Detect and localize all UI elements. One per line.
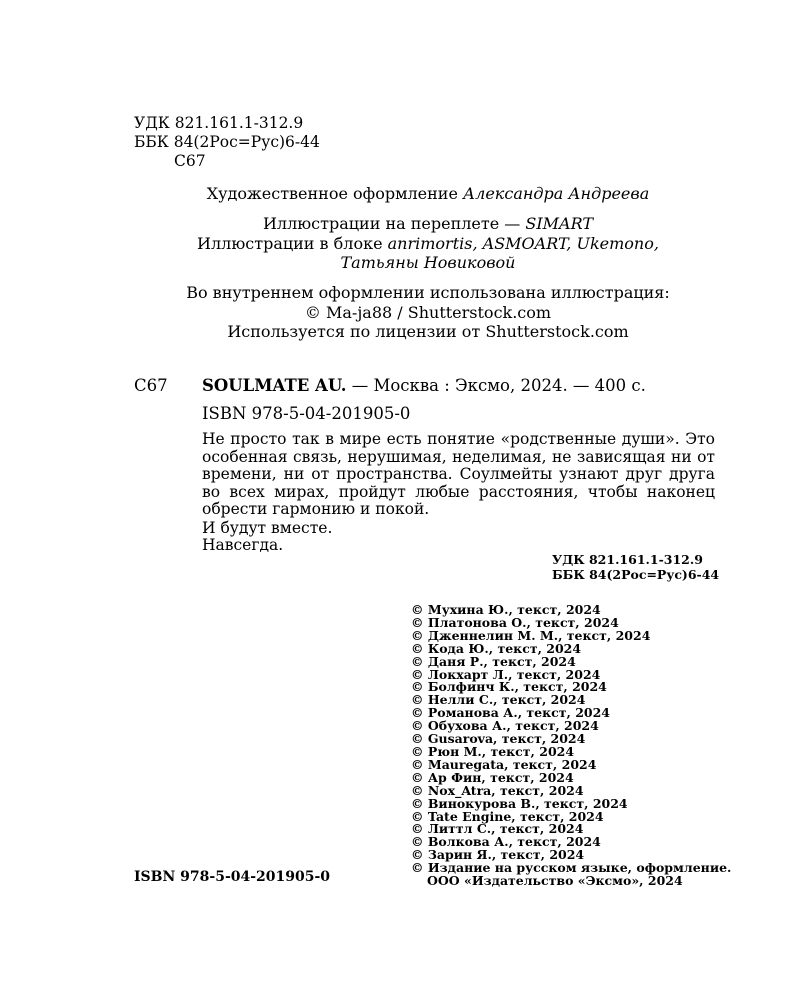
copyright-line: © Gusarova, текст, 2024 (411, 731, 586, 747)
copyright-line: © Волкова А., текст, 2024 (411, 834, 601, 850)
copyright-line: © Кода Ю., текст, 2024 (411, 640, 582, 656)
annotation-line-3: Навсегда. (202, 536, 284, 554)
copyright-line: © Дженнелин М. М., текст, 2024 (411, 627, 651, 643)
annotation (202, 431, 715, 555)
design-credit (130, 184, 726, 204)
copyright-line: © Локхарт Л., текст, 2024 (411, 666, 601, 682)
copyright-line: © Mauregata, текст, 2024 (411, 756, 597, 772)
copyright-line: © Обухова А., текст, 2024 (411, 718, 599, 734)
design-name: Александра Андреева (463, 184, 650, 203)
copyright-line: © Рюн М., текст, 2024 (411, 743, 575, 759)
biblio-author-code: С67 (134, 376, 168, 395)
annotation-paragraph: Не просто так в мире есть понятие «родственные души». Это особенная связь, нерушимая, неделимая, не зависящая ни от времени, ни от пространства. Соулмейты узнают друг друга во всех мирах, пройдут любые расстояния, чтобы наконец обрести гармонию и покой. (202, 430, 715, 518)
bbk-code: ББК 84(2Рос=Рус)6-44 (134, 133, 320, 151)
design-label: Художественное оформление (206, 184, 458, 203)
copyright-line: © Даня Р., текст, 2024 (411, 653, 576, 669)
isbn-record: ISBN 978-5-04-201905-0 (202, 404, 411, 423)
copyright-line: © Винокурова В., текст, 2024 (411, 795, 628, 811)
block-names: anrimortis, ASMOART, Ukemono, (387, 233, 659, 253)
bibliographic-record (202, 376, 646, 395)
udk-code-right: УДК 821.161.1-312.9 (552, 552, 703, 567)
copyright-line: © Нелли С., текст, 2024 (411, 692, 586, 708)
inner-illustration-credit (130, 283, 726, 342)
copyright-list (411, 604, 731, 888)
copyright-line: © Ар Фин, текст, 2024 (411, 769, 574, 785)
cover-name: SIMART (525, 214, 594, 233)
copyright-line: © Литтл С., текст, 2024 (411, 821, 584, 837)
book-title: SOULMATE AU. (202, 376, 347, 395)
publisher-line: ООО «Издательство «Эксмо», 2024 (427, 873, 683, 889)
annotation-line-2: И будут вместе. (202, 518, 333, 537)
copyright-line: © Tate Engine, текст, 2024 (411, 808, 604, 824)
copyright-line: © Nox_Atra, текст, 2024 (411, 782, 584, 798)
isbn-bottom: ISBN 978-5-04-201905-0 (134, 869, 331, 885)
block-names-cont: Татьяны Новиковой (340, 253, 516, 272)
bbk-code-right: ББК 84(2Рос=Рус)6-44 (552, 567, 720, 582)
cover-label: Иллюстрации на переплете — (262, 214, 521, 233)
udk-code: УДК 821.161.1-312.9 (134, 114, 304, 132)
copyright-line: © Болфинч К., текст, 2024 (411, 679, 607, 695)
block-label: Иллюстрации в блоке (197, 233, 383, 253)
inner-line-2: © Ma-ja88 / Shutterstock.com (304, 302, 552, 322)
copyright-line: © Мухина Ю., текст, 2024 (411, 602, 601, 617)
copyright-line: © Романова А., текст, 2024 (411, 705, 610, 721)
author-code: С67 (174, 152, 206, 170)
copyright-line: © Издание на русском языке, оформление. (411, 860, 732, 876)
book-imprint: — Москва : Эксмо, 2024. — 400 с. (346, 376, 646, 395)
copyright-line: © Зарин Я., текст, 2024 (411, 847, 585, 863)
inner-line-3: Используется по лицензии от Shutterstock.com (227, 322, 629, 341)
inner-line-1: Во внутреннем оформлении использована иллюстрация: (186, 283, 670, 302)
classification-codes-top (134, 114, 320, 171)
illustration-credits (130, 214, 726, 273)
copyright-line: © Платонова О., текст, 2024 (411, 614, 619, 630)
classification-codes-right (552, 552, 719, 582)
